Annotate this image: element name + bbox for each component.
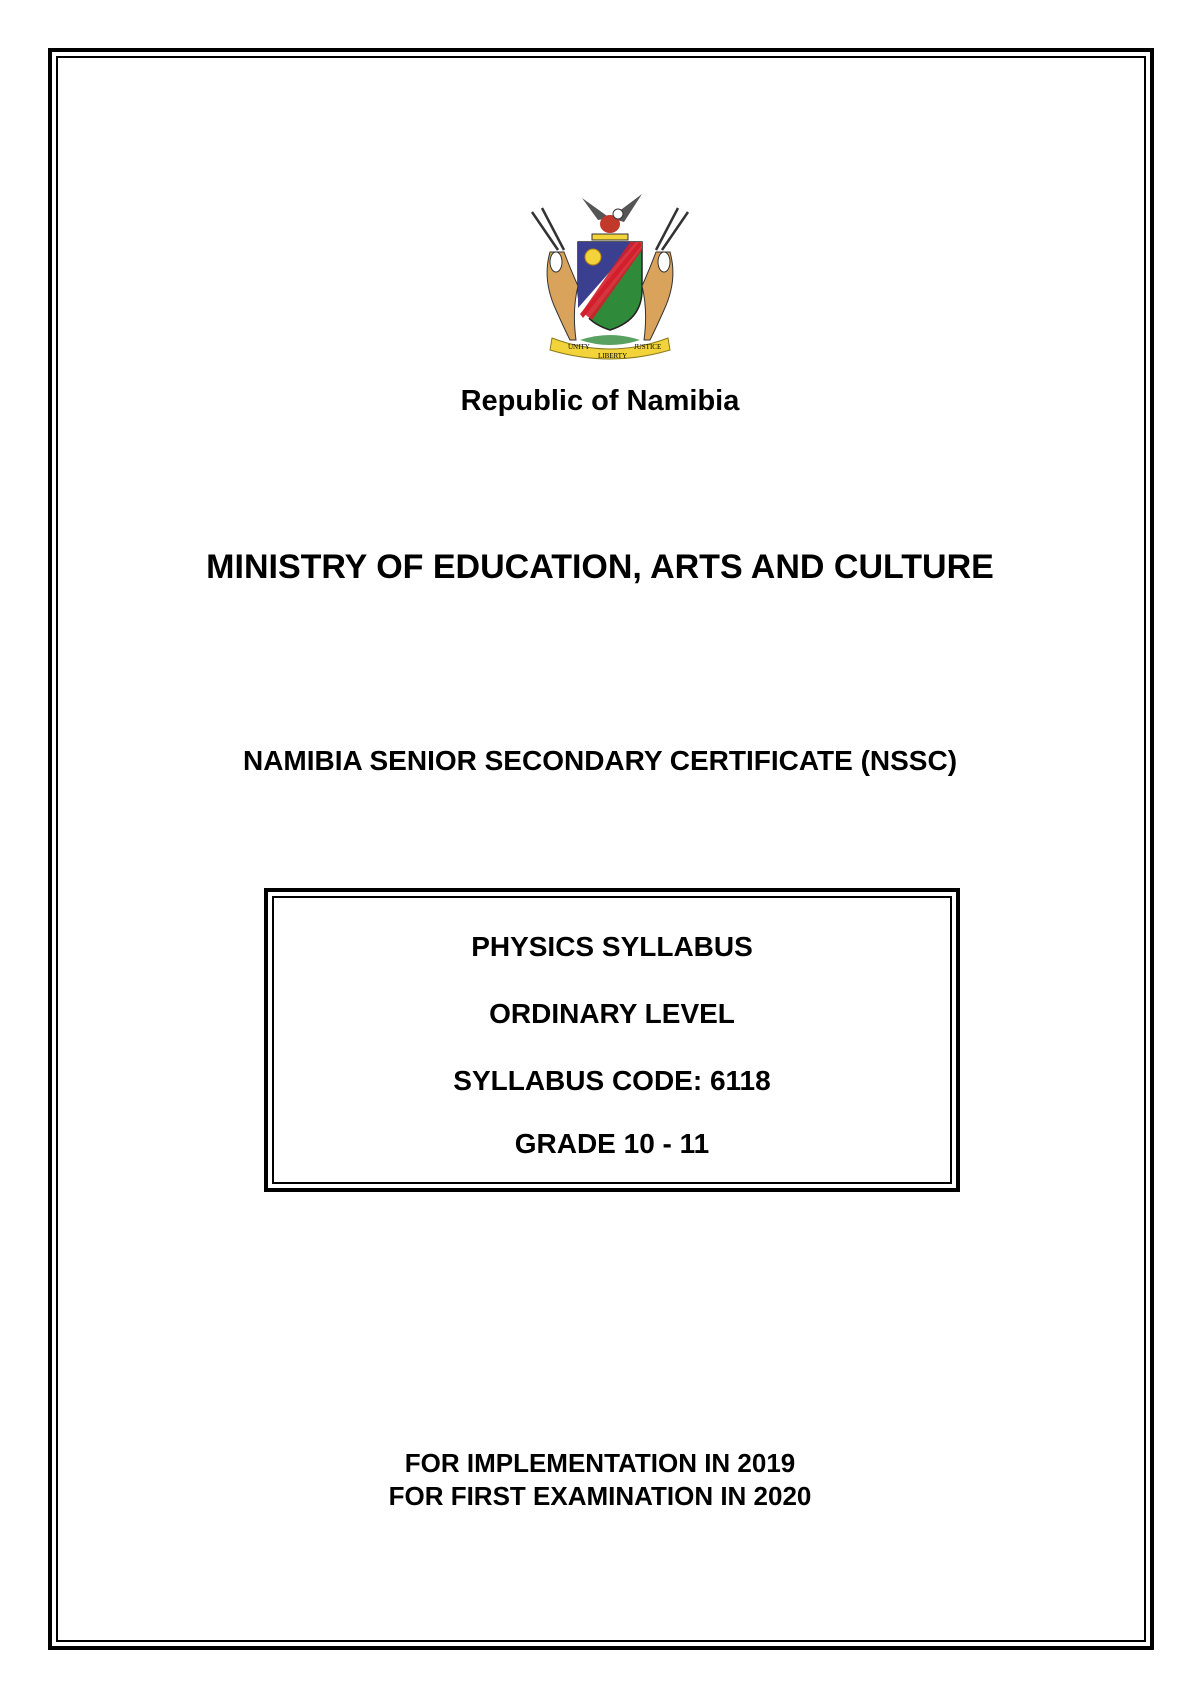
ministry-title: MINISTRY OF EDUCATION, ARTS AND CULTURE bbox=[206, 548, 994, 586]
implementation-note: FOR IMPLEMENTATION IN 2019 bbox=[404, 1448, 796, 1478]
syllabus-grade: GRADE 10 - 11 bbox=[514, 1128, 710, 1159]
country-name: Republic of Namibia bbox=[460, 385, 740, 417]
svg-text:JUSTICE: JUSTICE bbox=[634, 343, 662, 351]
svg-text:LIBERTY: LIBERTY bbox=[598, 352, 628, 360]
namibia-coat-of-arms-icon bbox=[520, 190, 700, 370]
svg-text:UNITY: UNITY bbox=[568, 343, 590, 351]
examination-note: FOR FIRST EXAMINATION IN 2020 bbox=[388, 1481, 812, 1511]
syllabus-level: ORDINARY LEVEL bbox=[489, 998, 735, 1029]
syllabus-subject: PHYSICS SYLLABUS bbox=[471, 931, 753, 962]
eagle-head bbox=[613, 209, 623, 219]
syllabus-code: SYLLABUS CODE: 6118 bbox=[453, 1065, 771, 1096]
certificate-title: NAMIBIA SENIOR SECONDARY CERTIFICATE (NSSC) bbox=[242, 745, 958, 776]
sun bbox=[585, 249, 601, 265]
